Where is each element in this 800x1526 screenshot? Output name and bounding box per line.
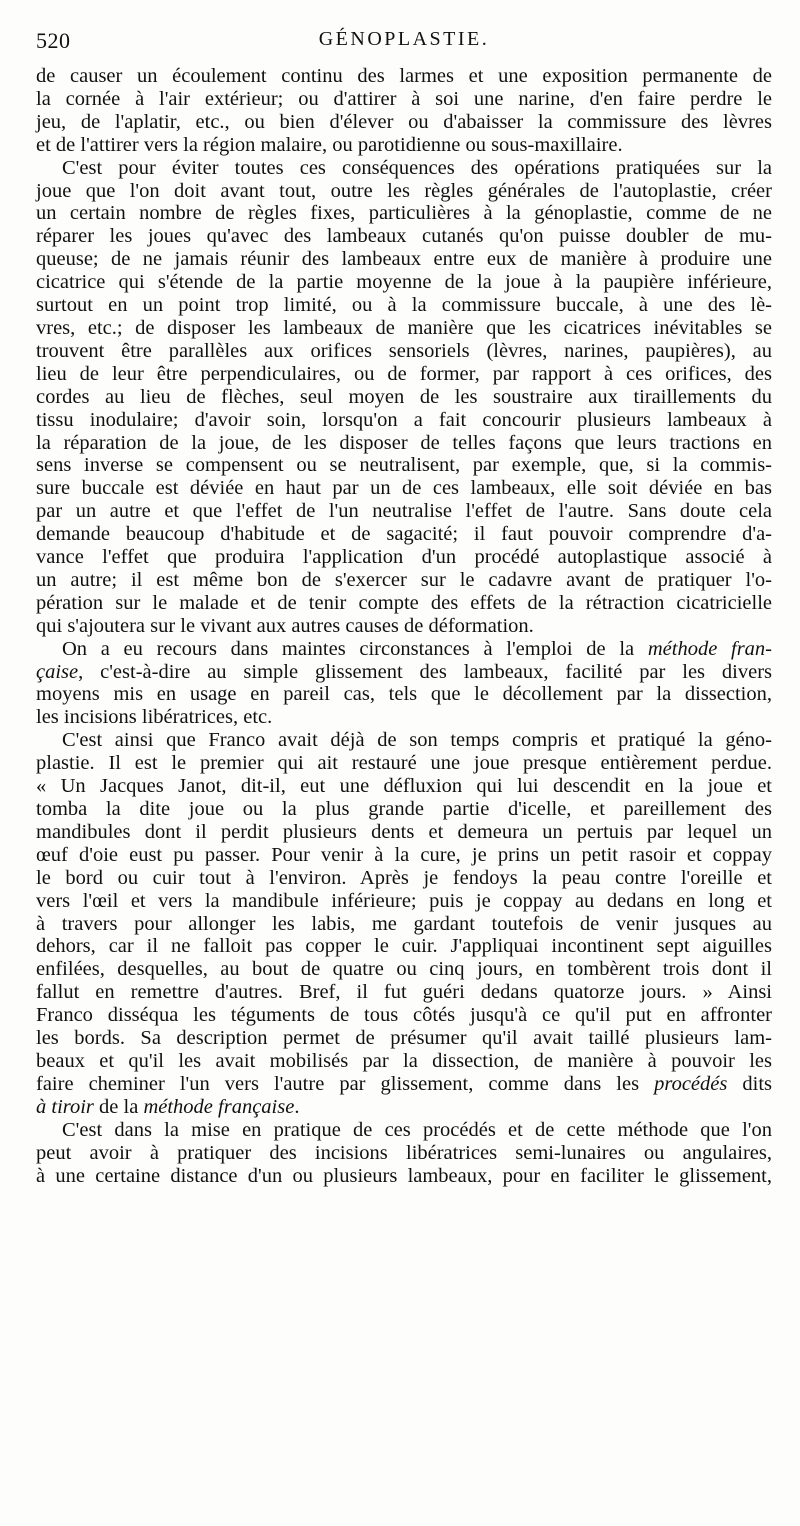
text-line: Franco disséqua les téguments de tous côtés jusqu'à ce qu'il put en affronter bbox=[36, 1004, 772, 1027]
text-run: On a eu recours dans maintes circonstances à l'emploi de la bbox=[62, 637, 648, 660]
text-line: cicatrice qui s'étende de la partie moyenne de la joue à la paupière inférieure, bbox=[36, 271, 772, 294]
paragraph-4 bbox=[36, 729, 772, 1118]
text-line: fallut en remettre d'autres. Bref, il fut guéri dedans quatorze jours. » Ainsi bbox=[36, 981, 772, 1004]
text-line: pération sur le malade et de tenir compte des effets de la rétraction cicatricielle bbox=[36, 591, 772, 614]
paragraph-1 bbox=[36, 65, 772, 157]
text-line: et de l'attirer vers la région malaire, ou parotidienne ou sous-maxillaire. bbox=[36, 133, 623, 156]
text-line: trouvent être parallèles aux orifices sensoriels (lèvres, narines, paupières), au bbox=[36, 339, 772, 362]
text-line bbox=[36, 638, 772, 661]
text-run: faire cheminer l'un vers l'autre par glissement, comme dans les bbox=[36, 1072, 655, 1095]
text-line: de causer un écoulement continu des larmes et une exposition permanente de bbox=[36, 65, 772, 87]
text-line: sure buccale est déviée en haut par un de ces lambeaux, elle soit déviée en bas bbox=[36, 477, 772, 500]
text-line: vance l'effet que produira l'application d'un procédé autoplastique associé à bbox=[36, 546, 772, 569]
paragraph-2 bbox=[36, 157, 772, 638]
text-line: réparer les joues qu'avec des lambeaux cutanés qu'on puisse doubler de mu- bbox=[36, 225, 772, 248]
text-line: jeu, de l'aplatir, etc., ou bien d'élever ou d'abaisser la commissure des lèvres bbox=[36, 110, 772, 133]
text-line: beaux et qu'il les avait mobilisés par la dissection, de manière à pouvoir les bbox=[36, 1049, 772, 1072]
italic-term: procédés bbox=[654, 1072, 728, 1095]
text-line: « Un Jacques Janot, dit-il, eut une défluxion qui lui descendit en la joue et bbox=[36, 775, 772, 798]
text-line: un autre; il est même bon de s'exercer sur le cadavre avant de pratiquer l'o- bbox=[36, 568, 772, 591]
text-line: les bords. Sa description permet de présumer qu'il avait taillé plusieurs lam- bbox=[36, 1027, 772, 1050]
text-line: sens inverse se compensent ou se neutralisent, par exemple, que, si la commis- bbox=[36, 454, 772, 477]
text-line: mandibules dont il perdit plusieurs dents et demeura un pertuis par lequel un bbox=[36, 820, 772, 843]
text-line: queuse; de ne jamais réunir des lambeaux entre eux de manière à produire une bbox=[36, 248, 772, 271]
text-line: demande beaucoup d'habitude et de sagacité; il faut pouvoir comprendre d'a- bbox=[36, 523, 772, 546]
text-line: à travers pour allonger les labis, me gardant toutefois de venir jusques au bbox=[36, 912, 772, 935]
text-line: surtout en un point trop limité, ou à la commissure buccale, à une des lè- bbox=[36, 294, 772, 317]
text-line: vers l'œil et vers la mandibule inférieure; puis je coppay au dedans en long et bbox=[36, 889, 772, 912]
page-header bbox=[36, 28, 772, 58]
text-line: plastie. Il est le premier qui ait restauré une joue presque entièrement perdue. bbox=[36, 752, 772, 775]
page-number: 520 bbox=[36, 28, 71, 53]
text-line bbox=[36, 1096, 772, 1119]
text-line: moyens mis en usage en pareil cas, tels que le décollement par la dissection, bbox=[36, 683, 772, 706]
text-line: la réparation de la joue, de les disposer de telles façons que leurs tractions en bbox=[36, 431, 772, 454]
paragraph-3 bbox=[36, 638, 772, 730]
italic-term: à tiroir bbox=[36, 1095, 94, 1118]
text-line: vres, etc.; de disposer les lambeaux de manière que les cicatrices inévitables se bbox=[36, 316, 772, 339]
text-line: œuf d'oie eust pu passer. Pour venir à la cure, je prins un petit rasoir et coppay bbox=[36, 843, 772, 866]
text-line: C'est ainsi que Franco avait déjà de son temps compris et pratiqué la géno- bbox=[62, 729, 772, 752]
text-line: cordes au lieu de flèches, seul moyen de les soustraire aux tiraillements du bbox=[36, 385, 772, 408]
text-line: tissu inodulaire; d'avoir soin, lorsqu'on a fait concourir plusieurs lambeaux à bbox=[36, 408, 772, 431]
text-line: C'est pour éviter toutes ces conséquences des opérations pratiquées sur la bbox=[62, 156, 772, 179]
italic-term: méthode fran- bbox=[647, 637, 773, 660]
text-run: . bbox=[294, 1095, 300, 1118]
text-line: peut avoir à pratiquer des incisions libératrices semi-lunaires ou angulaires, bbox=[36, 1141, 772, 1164]
text-line: joue que l'on doit avant tout, outre les règles générales de l'autoplastie, créer bbox=[36, 179, 772, 202]
text-line: C'est dans la mise en pratique de ces procédés et de cette méthode que l'on bbox=[62, 1118, 772, 1141]
text-line: dehors, car il ne falloit pas copper le cuir. J'appliquai incontinent sept aiguilles bbox=[36, 935, 772, 958]
text-run: dits bbox=[727, 1072, 772, 1095]
text-line: la cornée à l'air extérieur; ou d'attirer à soi une narine, d'en faire perdre le bbox=[36, 87, 772, 110]
text-line: à une certaine distance d'un ou plusieurs lambeaux, pour en faciliter le glissement, bbox=[36, 1164, 772, 1187]
text-line: qui s'ajoutera sur le vivant aux autres causes de déformation. bbox=[36, 614, 534, 637]
italic-term: çaise bbox=[36, 660, 79, 683]
text-line: lieu de leur être perpendiculaires, ou de former, par rapport à ces orifices, des bbox=[36, 362, 772, 385]
body-text bbox=[36, 65, 772, 1187]
text-run: de la bbox=[93, 1095, 144, 1118]
text-line bbox=[36, 1073, 772, 1096]
paragraph-5 bbox=[36, 1119, 772, 1188]
text-line: enfilées, desquelles, au bout de quatre ou cinq jours, en tombèrent trois dont il bbox=[36, 958, 772, 981]
text-line: par un autre et que l'effet de l'un neutralise l'effet de l'autre. Sans doute cela bbox=[36, 500, 772, 523]
text-line: tomba la dite joue ou la plus grande partie d'icelle, et pareillement des bbox=[36, 798, 772, 820]
text-line bbox=[36, 661, 772, 684]
text-run: , c'est-à-dire au simple glissement des lambeaux, facilité par les divers bbox=[78, 660, 772, 683]
text-line: les incisions libératrices, etc. bbox=[36, 706, 273, 729]
italic-term: méthode française bbox=[143, 1095, 295, 1118]
text-line: le bord ou cuir tout à l'environ. Après je fendoys la peau contre l'oreille et bbox=[36, 866, 772, 889]
text-line: un certain nombre de règles fixes, particulières à la génoplastie, comme de ne bbox=[36, 202, 772, 225]
running-title: GÉNOPLASTIE. bbox=[318, 28, 490, 50]
